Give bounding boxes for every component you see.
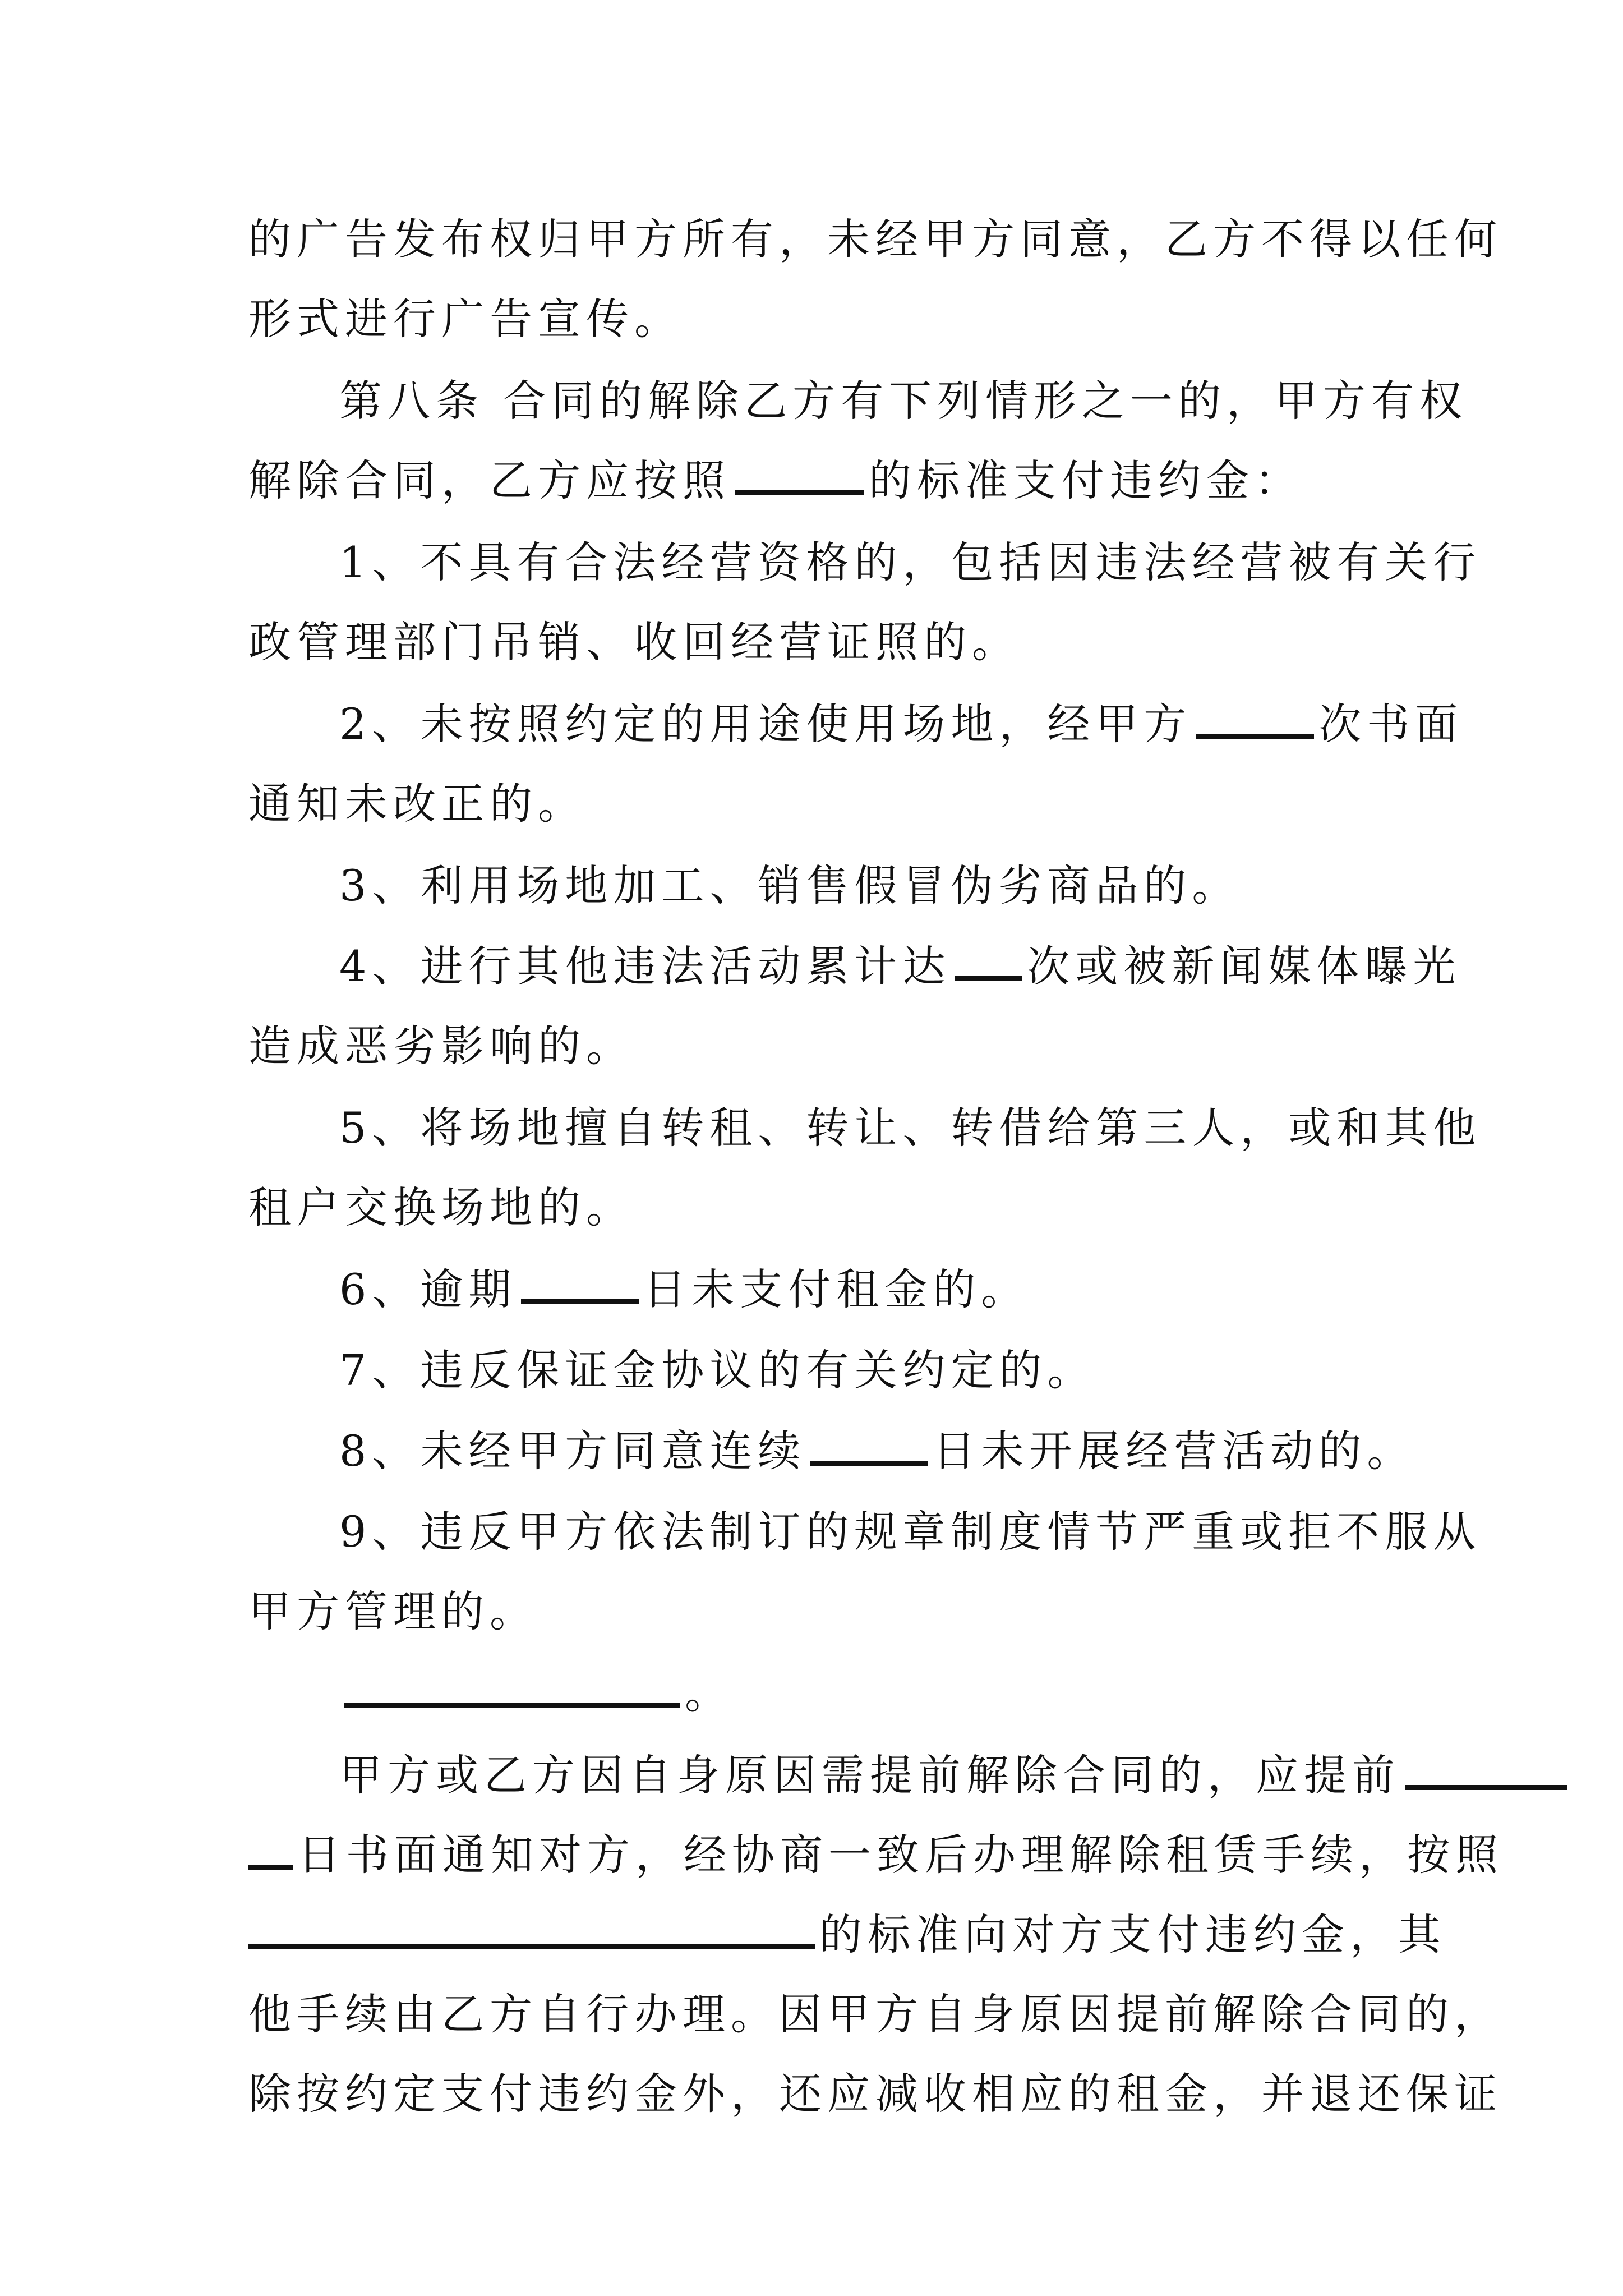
list-item-line	[339, 936, 1461, 997]
text: 的标准支付违约金：	[869, 455, 1303, 505]
paragraph-line	[248, 288, 683, 350]
text: 形式进行广告宣传。	[248, 294, 683, 344]
text: 造成恶劣影响的。	[248, 1021, 634, 1071]
list-item-line	[339, 1501, 1481, 1563]
fill-blank	[521, 1267, 639, 1304]
text: 7、违反保证金协议的有关约定的。	[339, 1345, 1096, 1395]
fill-blank	[735, 458, 864, 495]
text: 的广告发布权归甲方所有，未经甲方同意，乙方不得以任何	[248, 214, 1502, 264]
fill-blank	[344, 1671, 680, 1708]
text: 日书面通知对方，经协商一致后办理解除租赁手续，按照	[298, 1830, 1504, 1880]
list-item-line	[248, 1581, 538, 1642]
text: 甲方或乙方因自身原因需提前解除合同的，应提前	[339, 1750, 1400, 1800]
fill-blank	[810, 1428, 928, 1466]
text: 5、将场地擅自转租、转让、转借给第三人，或和其他	[339, 1103, 1482, 1153]
text: 日未支付租金的。	[643, 1264, 1030, 1314]
text: 次或被新闻媒体曝光	[1027, 941, 1461, 991]
list-item-line	[248, 611, 1020, 673]
paragraph-line	[248, 1824, 1504, 1886]
text: 的标准向对方支付违约金，其	[819, 1910, 1446, 1959]
list-item-line	[248, 1177, 634, 1239]
list-item-line	[248, 1015, 634, 1077]
article-heading: 第八条 合同的解除乙方有下列情形之一的，甲方有权	[339, 376, 1468, 426]
paragraph-line	[248, 209, 1502, 270]
text: 9、违反甲方依法制订的规章制度情节严重或拒不服从	[339, 1507, 1482, 1557]
list-item-line	[339, 1259, 1029, 1320]
fill-blank	[248, 1832, 293, 1870]
text: 2、未按照约定的用途使用场地，经甲方	[339, 699, 1192, 749]
list-item-line	[339, 1663, 733, 1724]
text: 日未开展经营活动的。	[933, 1426, 1415, 1476]
text: 1、不具有合法经营资格的，包括因违法经营被有关行	[339, 537, 1482, 587]
text: 3、利用场地加工、销售假冒伪劣商品的。	[339, 861, 1241, 910]
paragraph-line	[248, 450, 1303, 512]
text: 8、未经甲方同意连续	[339, 1426, 806, 1476]
list-item-line	[339, 1420, 1415, 1482]
fill-blank	[248, 1912, 815, 1949]
fill-blank	[1196, 701, 1314, 739]
text: 解除合同，乙方应按照	[248, 455, 731, 505]
fill-blank	[1405, 1752, 1567, 1790]
text: 租户交换场地的。	[248, 1182, 634, 1232]
paragraph-line	[248, 1904, 1446, 1966]
article-heading-line	[339, 370, 1468, 432]
text: 次书面	[1318, 699, 1464, 749]
text: 除按约定支付违约金外，还应减收相应的租金，并退还保证	[248, 2069, 1502, 2119]
list-item-line	[339, 1340, 1095, 1401]
list-item-line	[248, 773, 586, 835]
paragraph-line	[339, 1745, 1567, 1806]
fill-blank	[955, 944, 1022, 981]
paragraph-line	[248, 1984, 1502, 2045]
text: 政管理部门吊销、收回经营证照的。	[248, 617, 1020, 667]
list-item-line	[339, 855, 1240, 917]
paragraph-line	[248, 2063, 1502, 2125]
list-item-line	[339, 693, 1463, 755]
text: 甲方管理的。	[248, 1586, 538, 1636]
text: 4、进行其他违法活动累计达	[339, 941, 951, 991]
list-item-line	[339, 1097, 1481, 1159]
list-item-line	[339, 532, 1481, 593]
text: 6、逾期	[339, 1264, 517, 1314]
text: 通知未改正的。	[248, 779, 586, 829]
text: 他手续由乙方自行办理。因甲方自身原因提前解除合同的，	[248, 1989, 1502, 2039]
text: 。	[685, 1668, 733, 1718]
